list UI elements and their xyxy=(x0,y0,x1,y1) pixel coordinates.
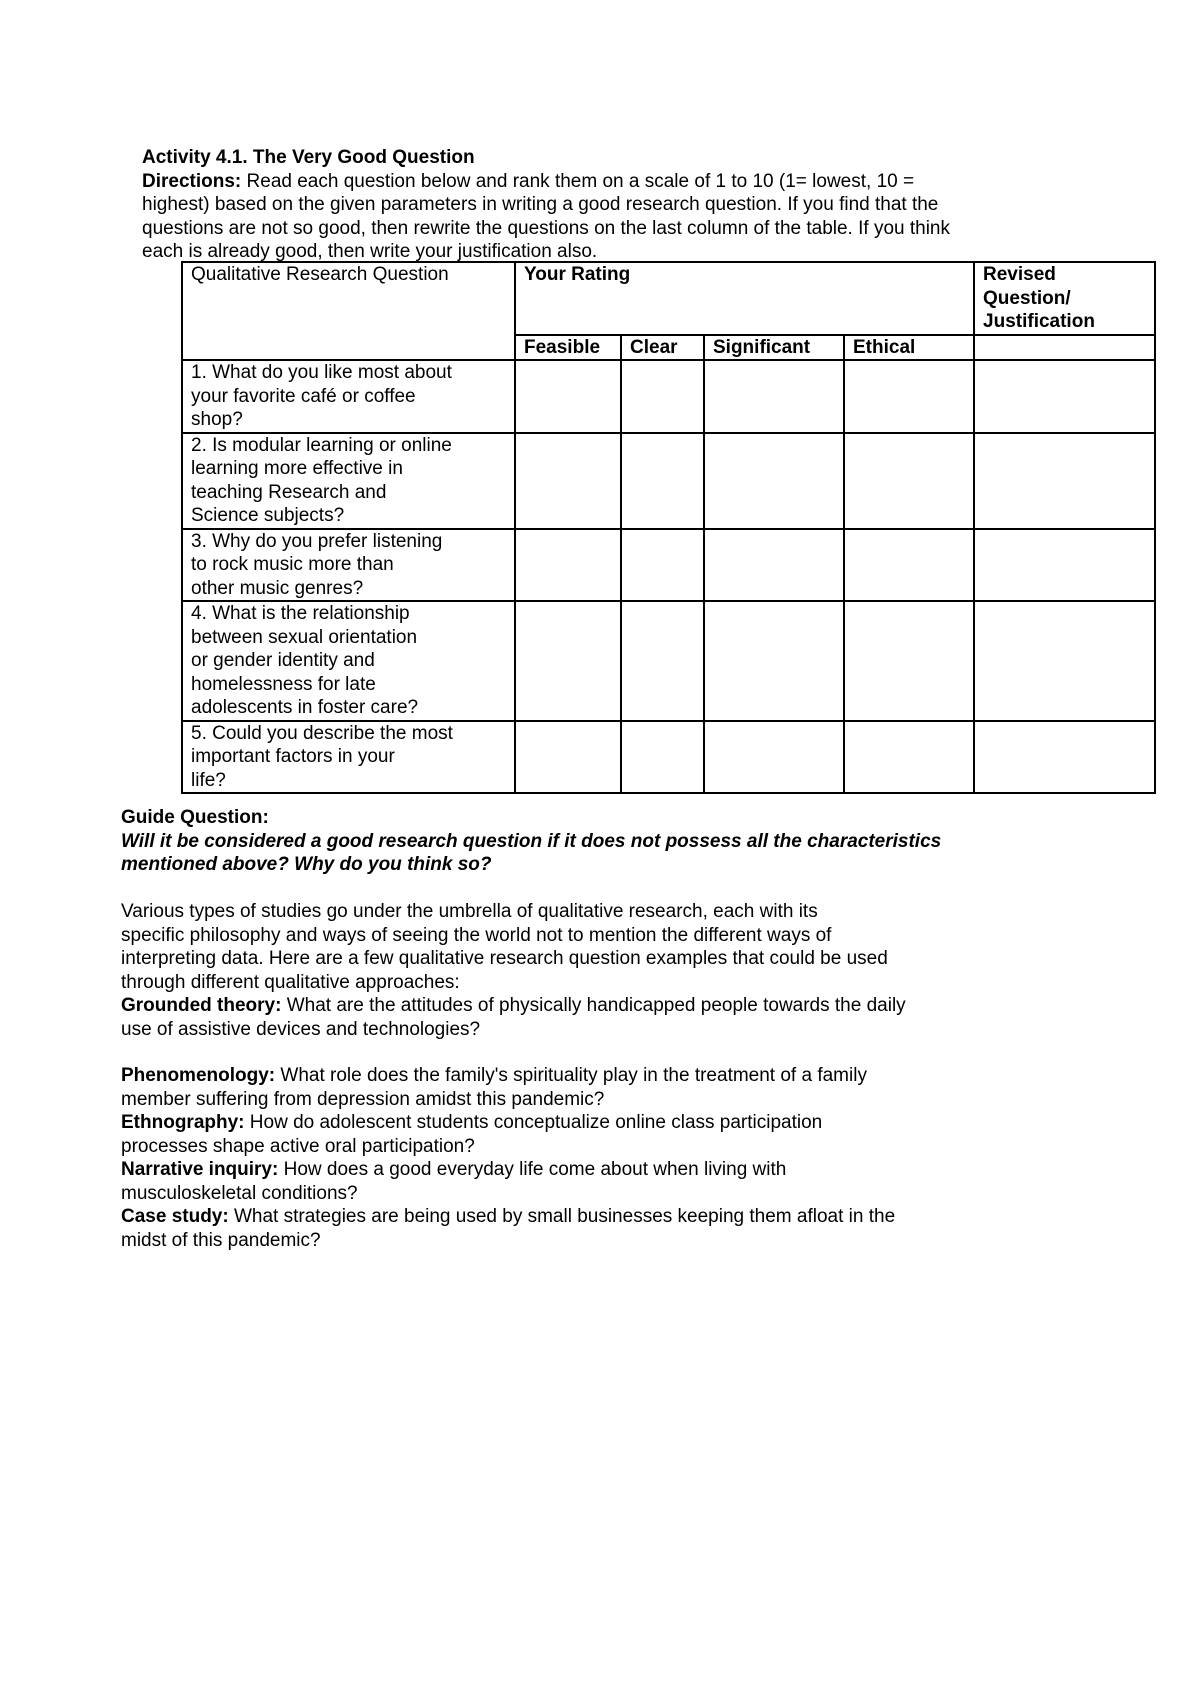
approach-text: What strategies are being used by small businesses keeping them afloat in the midst of this pandemic? xyxy=(121,1206,896,1251)
revised-question-cell[interactable] xyxy=(974,601,1155,721)
approach-label: Phenomenology: xyxy=(121,1065,276,1086)
guide-label: Guide Question: xyxy=(121,807,269,828)
activity-section xyxy=(142,146,982,264)
guide-section xyxy=(121,806,1041,877)
criteria-feasible-header: Feasible xyxy=(515,335,621,361)
clear-rating-cell[interactable] xyxy=(621,433,704,529)
table-row xyxy=(182,601,1155,721)
ethical-rating-cell[interactable] xyxy=(844,721,974,794)
question-column-header: Qualitative Research Question xyxy=(182,262,515,360)
feasible-rating-cell[interactable] xyxy=(515,601,621,721)
directions-paragraph xyxy=(142,170,982,264)
approach-grounded-theory xyxy=(121,994,1001,1041)
question-cell: 1. What do you like most about your favorite café or coffee shop? xyxy=(182,360,515,433)
feasible-rating-cell[interactable] xyxy=(515,529,621,602)
approach-narrative-inquiry xyxy=(121,1158,1001,1205)
question-cell: 4. What is the relationship between sexual orientation or gender identity and homelessness for late adolescents in foster care? xyxy=(182,601,515,721)
feasible-rating-cell[interactable] xyxy=(515,721,621,794)
guide-question: Will it be considered a good research question if it does not possess all the characteristics mentioned above? Why do you think so? xyxy=(121,830,942,875)
table-row xyxy=(182,721,1155,794)
question-cell: 3. Why do you prefer listening to rock music more than other music genres? xyxy=(182,529,515,602)
significant-rating-cell[interactable] xyxy=(704,433,844,529)
approach-case-study xyxy=(121,1205,1001,1252)
intro-paragraph: Various types of studies go under the umbrella of qualitative research, each with its specific philosophy and ways of seeing the world not to mention the different ways of interpreting data. Here are a few qualitative research question examples that could be used through different qualitative approaches: xyxy=(121,901,888,993)
approach-text: What are the attitudes of physically handicapped people towards the daily use of assistive devices and technologies? xyxy=(121,995,906,1040)
revised-subheader-cell xyxy=(974,335,1155,361)
feasible-rating-cell[interactable] xyxy=(515,433,621,529)
approach-label: Ethnography: xyxy=(121,1112,245,1133)
ethical-rating-cell[interactable] xyxy=(844,601,974,721)
criteria-significant-header: Significant xyxy=(704,335,844,361)
rating-column-header: Your Rating xyxy=(515,262,974,335)
feasible-rating-cell[interactable] xyxy=(515,360,621,433)
ethical-rating-cell[interactable] xyxy=(844,433,974,529)
approach-phenomenology xyxy=(121,1064,1001,1111)
revised-question-cell[interactable] xyxy=(974,721,1155,794)
approach-ethnography xyxy=(121,1111,1001,1158)
approach-text: What role does the family's spirituality play in the treatment of a family member suffering from depression amidst this pandemic? xyxy=(121,1065,867,1110)
question-cell: 5. Could you describe the most important factors in your life? xyxy=(182,721,515,794)
table-row xyxy=(182,529,1155,602)
significant-rating-cell[interactable] xyxy=(704,601,844,721)
criteria-clear-header: Clear xyxy=(621,335,704,361)
significant-rating-cell[interactable] xyxy=(704,529,844,602)
significant-rating-cell[interactable] xyxy=(704,360,844,433)
clear-rating-cell[interactable] xyxy=(621,601,704,721)
criteria-ethical-header: Ethical xyxy=(844,335,974,361)
clear-rating-cell[interactable] xyxy=(621,360,704,433)
revised-question-cell[interactable] xyxy=(974,433,1155,529)
table-row xyxy=(182,360,1155,433)
table-header-row xyxy=(182,262,1155,335)
revised-question-cell[interactable] xyxy=(974,360,1155,433)
clear-rating-cell[interactable] xyxy=(621,529,704,602)
approach-label: Grounded theory: xyxy=(121,995,282,1016)
approach-text: How do adolescent students conceptualize online class participation processes shape active oral participation? xyxy=(121,1112,823,1157)
approach-label: Case study: xyxy=(121,1206,229,1227)
table-row xyxy=(182,433,1155,529)
ethical-rating-cell[interactable] xyxy=(844,529,974,602)
directions-text: Read each question below and rank them on a scale of 1 to 10 (1= lowest, 10 = highest) based on the given parameters in writing a good research question. If you find that the questions are not so good, then rewrite the questions on the last column of the table. If you think each is already good, then write your justification also. xyxy=(142,170,951,262)
activity-title: Activity 4.1. The Very Good Question xyxy=(142,147,475,168)
ethical-rating-cell[interactable] xyxy=(844,360,974,433)
revised-question-cell[interactable] xyxy=(974,529,1155,602)
approach-text: How does a good everyday life come about when living with musculoskeletal conditions? xyxy=(121,1159,787,1204)
rating-table xyxy=(181,261,1156,794)
approach-label: Narrative inquiry: xyxy=(121,1159,279,1180)
question-cell: 2. Is modular learning or online learning more effective in teaching Research and Science subjects? xyxy=(182,433,515,529)
clear-rating-cell[interactable] xyxy=(621,721,704,794)
revised-column-header: Revised Question/ Justification xyxy=(974,262,1155,335)
significant-rating-cell[interactable] xyxy=(704,721,844,794)
directions-label: Directions: xyxy=(142,170,242,192)
